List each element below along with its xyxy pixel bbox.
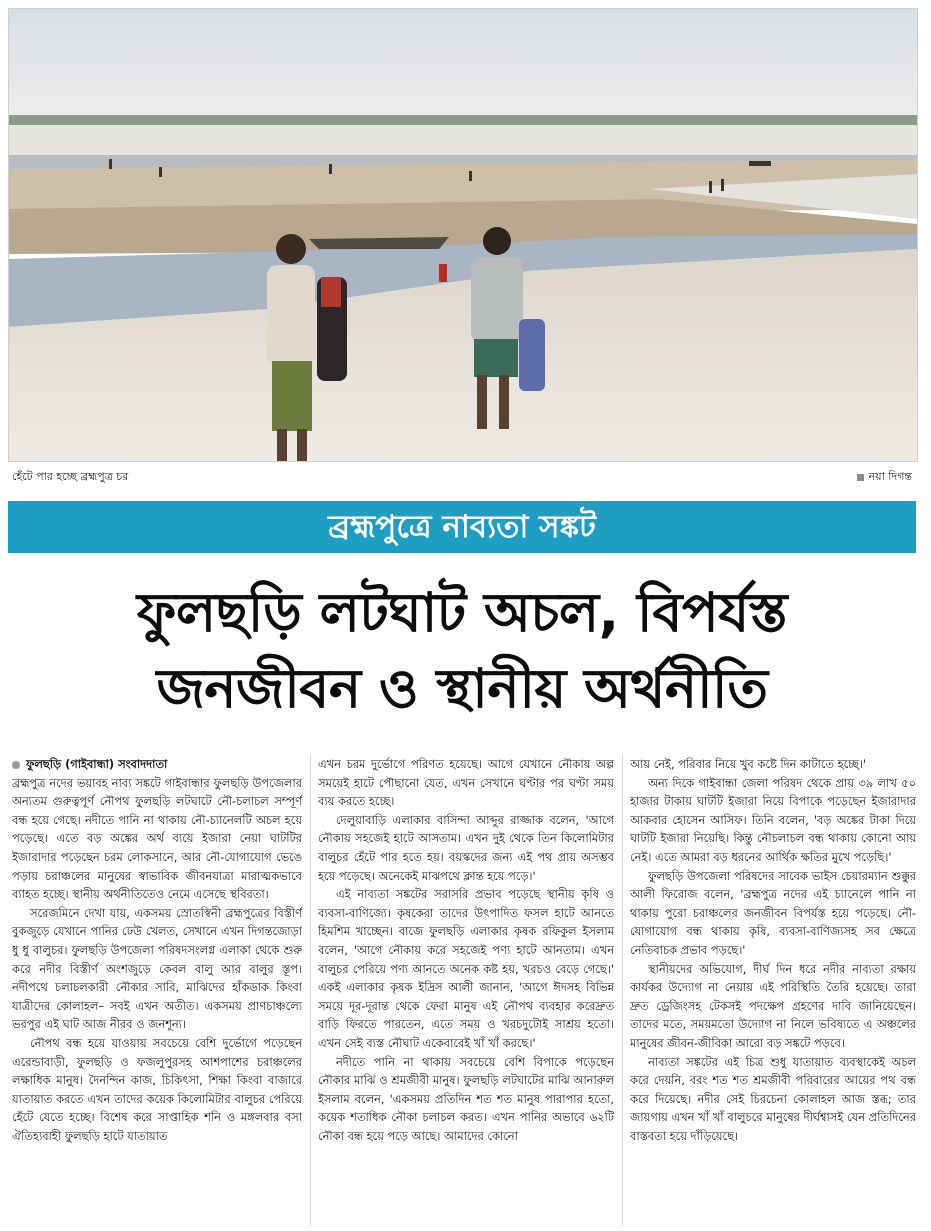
paragraph: ব্রহ্মপুত্র নদের ভয়াবহ নাব্য সঙ্কটে গাইবান্ধার ফুলছড়ি উপজেলার অন্যতম গুরুত্বপূর্ণ নৌপথ ফুলছড়ি লটঘাটে নৌ-চলাচল সম্পূর্ণ বন্ধ হয়ে গেছে। নদীতে পানি না থাকায় নৌ-চ্যানেলটি অচল হয়ে পড়েছে। এতে বড় অঙ্কের অর্থ ব্যয়ে ইজারা নেয়া ঘাটটির ইজারাদার পড়েছেন চরম লোকসানে, আর নৌ-যোগাযোগ ভেঙে পড়ায় চরাঞ্চলের মানুষের স্বাভাবিক জীবনযাত্রা মারাত্মকভাবে ব্যাহত হচ্ছে। স্থানীয় অর্থনীতিতেও নেমে এসেছে স্থবিরতা।	[12, 775, 302, 902]
column-divider	[622, 755, 623, 1225]
byline-paragraph	[12, 755, 302, 774]
headline-line-2: জনজীবন ও স্থানীয় অর্থনীতি	[156, 657, 768, 720]
column-divider	[310, 755, 311, 1225]
kicker-banner	[8, 501, 916, 553]
paragraph: নৌপথ বন্ধ হয়ে যাওয়ায় সবচেয়ে বেশি দুর্ভোগে পড়েছেন এরেন্ডাবাড়ী, ফুলছড়ি ও ফজলুপুরসহ আশপাশের চরাঞ্চলের লক্ষাধিক মানুষ। দৈনন্দিন কাজ, চিকিৎসা, শিক্ষা কিংবা বাজারে যাতায়াত করতে এখন তাদের কয়েক কিলোমিটার বালুচর পেরিয়ে হেঁটে যেতে হচ্ছে। বিশেষ করে সাপ্তাহিক শনি ও মঙ্গলবার বসা ঐতিহ্যবাহী ফুলছড়ি হাটে যাতায়াত	[12, 1035, 302, 1143]
headline-line-1: ফুলছড়ি লটঘাট অচল, বিপর্যস্ত	[136, 581, 788, 644]
paragraph: স্থানীয়দের অভিযোগ, দীর্ঘ দিন ধরে নদীর নাব্যতা রক্ষায় কার্যকর উদ্যোগ না নেয়ায় এই পরিস্থিতি তৈরি হয়েছে। তারা দ্রুত ড্রেজিংসহ টেকসই পদক্ষেপ গ্রহণের দাবি জানিয়েছেন। তাদের মতে, সময়মতো উদ্যোগ না নিলে ভবিষ্যতে এ অঞ্চলের মানুষের জীবন-জীবিকা আরো বড় সঙ্কটে পড়বে।	[630, 961, 916, 1050]
news-photo	[8, 8, 918, 462]
kicker-text: ব্রহ্মপুত্রে নাব্যতা সঙ্কট	[328, 509, 596, 545]
paragraph: সরেজমিনে দেখা যায়, একসময় স্রোতস্বিনী ব্রহ্মপুত্রের বিস্তীর্ণ বুকজুড়ে যেখানে পানির ঢেউ খেলত, সেখানে এখন দিগন্তজোড়া ধু ধু বালুচর। ফুলছড়ি উপজেলা পরিষদসংলগ্ন এলাকা থেকে শুরু করে নদীর বিস্তীর্ণ অংশজুড়ে কেবল বালু আর বালুর স্তূপ। নদীপথে চলাচলকারী নৌকার সারি, মাঝিদের হাঁকডাক কিংবা যাত্রীদের কোলাহল– সবই এখন অতীত। একসময় প্রাণচাঞ্চল্যে ভরপুর এই ঘাট আজ নীরব ও জনশূন্য।	[12, 905, 302, 1032]
paragraph: অন্য দিকে গাইবান্ধা জেলা পরিষদ থেকে প্রায় ৩৯ লাখ ৫০ হাজার টাকায় ঘাটটি ইজারা নিয়ে বিপাকে পড়েছেন ইজারাদার আকবার হোসেন আসিফ। তিনি বলেন, 'বড় অঙ্কের টাকা দিয়ে ঘাটটি ইজারা নিয়েছি। কিন্তু নৌচলাচল বন্ধ থাকায় কোনো আয় নেই। এতে আমরা বড় ধরনের আর্থিক ক্ষতির মুখে পড়েছি।'	[630, 775, 916, 864]
photo-credit	[857, 468, 912, 486]
paragraph: নাব্যতা সঙ্কটের এই চিত্র শুধু যাতায়াত ব্যবস্থাকেই অচল করে দেয়নি, বরং শত শত শ্রমজীবী পরিবারের আয়ের পথ বন্ধ করে দিয়েছে। নদীর সেই চিরচেনা কোলাহল আজ স্তব্ধ; তার জায়গায় এখন খাঁ খাঁ বালুচরে মানুষের দীর্ঘশ্বাসই যেন প্রতিদিনের বাস্তবতা হয়ে দাঁড়িয়েছে।	[630, 1054, 916, 1143]
byline: ফুলছড়ি (গাইবান্ধা) সংবাদদাতা	[26, 757, 168, 771]
photo-caption: হেঁটে পার হচ্ছে ব্রহ্মপুত্র চর	[12, 470, 129, 483]
article-column-3	[630, 755, 916, 1225]
paragraph: নদীতে পানি না থাকায় সবচেয়ে বেশি বিপাকে পড়েছেন নৌকার মাঝি ও শ্রমজীবী মানুষ। ফুলছড়ি লটঘাটের মাঝি আনারুল ইসলাম বলেন, 'একসময় প্রতিদিন শত শত মানুষ পারাপার হতো, কয়েক শতাধিক নৌকা চলাচল করত। এখন পানির অভাবে ৬২টি নৌকা বন্ধ হয়ে পড়ে আছে। আমাদের কোনো	[318, 1054, 614, 1143]
article-column-2	[318, 755, 614, 1225]
square-bullet-icon	[857, 474, 864, 481]
bullet-icon	[12, 761, 20, 769]
headline	[8, 575, 916, 727]
paragraph: দেলুয়াবাড়ি এলাকার বাসিন্দা আব্দুর রাজ্জাক বলেন, 'আগে নৌকায় সহজেই হাটে আসতাম। এখন দুই থেকে তিন কিলোমিটার বালুচর হেঁটে পার হতে হয়। বয়স্কদের জন্য এই পথ প্রায় অসম্ভব হয়ে পড়েছে। অনেকেই মাঝপথে ক্লান্ত হয়ে পড়ে।'	[318, 812, 614, 883]
paragraph: এই নাব্যতা সঙ্কটের সরাসরি প্রভাব পড়েছে স্থানীয় কৃষি ও ব্যবসা-বাণিজ্যে। কৃষকেরা তাদের উৎপাদিত ফসল হাটে আনতে হিমশিম খাচ্ছেন। বাজে ফুলছড়ি এলাকার কৃষক রফিকুল ইসলাম বলেন, 'আগে নৌকায় করে সহজেই পণ্য হাটে আনতাম। এখন বালুচর পেরিয়ে পণ্য আনতে অনেক কষ্ট হয়, খরচও বেড়ে গেছে।' একই এলাকার কৃষক ইদ্রিস আলী জানান, 'আগে ঈদসহ বিভিন্ন সময়ে দূর-দূরান্ত থেকে ফেরা মানুষ এই নৌপথ ব্যবহার করেদ্রুত বাড়ি ফিরতে পারতেন, এতে সময় ও খরচদুটোই সাশ্রয় হতো। এখন সেই ব্যস্ত নৌঘাট একেবারেই খাঁ খাঁ করছে।'	[318, 887, 614, 1050]
article-column-1	[12, 755, 302, 1225]
article-body	[8, 755, 916, 1225]
paragraph: এখন চরম দুর্ভোগে পরিণত হয়েছে। আগে যেখানে নৌকায় অল্প সময়েই হাটে পৌছানো যেত, এখন সেখানে ঘণ্টার পর ঘণ্টা সময় ব্যয় করতে হচ্ছে।	[318, 757, 614, 809]
photo-credit-text: নয়া দিগন্ত	[868, 470, 912, 483]
paragraph: আয় নেই, পরিবার নিয়ে খুব কষ্টে দিন কাটাতে হচ্ছে।'	[630, 757, 867, 771]
paragraph: ফুলছড়ি উপজেলা পরিষদের সাবেক ভাইস চেয়ারম্যান শুক্কুর আলী ফিরোজ বলেন, 'ব্রহ্মপুত্র নদের এই চ্যানেলে পানি না থাকায় পুরো চরাঞ্চলের জনজীবন বিপর্যস্ত হয়ে পড়েছে। নৌ-যোগাযোগ বন্ধ থাকায় কৃষি, ব্যবসা-বাণিজ্যসহ সব ক্ষেত্রে নেতিবাচক প্রভাব পড়ছে।'	[630, 868, 916, 957]
